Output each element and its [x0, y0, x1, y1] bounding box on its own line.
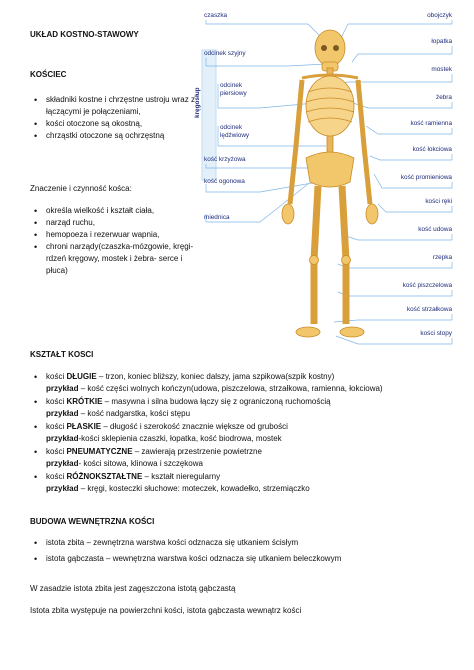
list-item [32, 446, 462, 470]
budowa-heading: BUDOWA WEWNĘTRZNA KOŚCI [30, 517, 155, 526]
bone-type-line [46, 371, 462, 383]
label-kosc-promieniowa: kość promieniowa [400, 174, 452, 181]
example-line [46, 383, 462, 395]
example-line [46, 458, 462, 470]
label-kosc-lokciowa: kość łokciowa [412, 146, 452, 153]
label-zebra: żebra [436, 94, 452, 101]
label-kosci-stopy: kości stopy [420, 330, 452, 337]
bone-type-name: DŁUGIE [66, 372, 97, 381]
example-label: przykład [46, 459, 79, 468]
bone-type-prefix: kości [46, 372, 67, 381]
label-obojczyk: obojczyk [427, 12, 452, 19]
list-item: • hemopoeza i rezerwuar wapnia, [32, 229, 202, 241]
ksztalt-section [32, 371, 462, 496]
label-odcinek-szyjny: odcinek szyjny [204, 50, 246, 57]
list-item [32, 396, 462, 420]
bone-type-prefix: kości [46, 422, 67, 431]
example-text: - kości sitowa, klinowa i szczękowa [78, 459, 203, 468]
bone-type-line [46, 421, 462, 433]
list-item: • narząd ruchu, [32, 217, 202, 229]
list-item: • chrząstki otoczone są ochrzęstną [32, 130, 202, 142]
skeleton-diagram [194, 6, 460, 348]
bone-type-description: – masywna i silna budowa łączy się z ograniczoną ruchomością [102, 397, 331, 406]
example-text: – kość części wolnych kończyn(udowa, piszczelowa, strzałkowa, ramienna, łokciowa) [78, 384, 383, 393]
bone-type-line [46, 396, 462, 408]
label-kosc-udowa: kość udowa [418, 226, 452, 233]
label-kregoslup: kręgosłup [194, 87, 201, 118]
example-text: – kręgi, kosteczki słuchowe: moteczek, kowadełko, strzemiączko [78, 484, 310, 493]
bone-type-prefix: kości [46, 447, 67, 456]
example-line [46, 408, 462, 420]
bone-type-name: PŁASKIE [66, 422, 102, 431]
example-label: przykład [46, 384, 79, 393]
label-lopatka: łopatka [431, 38, 452, 45]
page-title: UKŁAD KOSTNO-STAWOWY [30, 30, 139, 39]
znaczenie-list [32, 205, 202, 277]
bone-type-description: – zawierają przestrzenie powietrzne [132, 447, 262, 456]
list-item: • istota zbita – zewnętrzna warstwa kości odznacza się utkaniem ścisłym [32, 537, 462, 549]
bone-type-name: KRÓTKIE [66, 397, 103, 406]
znaczenie-heading: Znaczenie i czynność kośca: [30, 184, 132, 193]
label-odcinek-piersiowy: odcinek piersiowy [220, 82, 247, 97]
example-label: przykład [46, 434, 79, 443]
note-1: W zasadzie istota zbita jest zagęszczona istotą gąbczastą [30, 584, 236, 593]
koscie-list [32, 94, 202, 142]
label-odcinek-ledzwiowy: odcinek lędźwiowy [220, 124, 250, 139]
bone-type-line [46, 446, 462, 458]
ksztalt-list [32, 371, 462, 495]
label-kosc-ogonowa: kość ogonowa [204, 178, 245, 185]
bone-type-prefix: kości [46, 397, 67, 406]
label-kosc-piszczelowa: kość piszczelowa [402, 282, 452, 289]
list-item [32, 471, 462, 495]
example-label: przykład [46, 484, 79, 493]
list-item [32, 371, 462, 395]
label-kosc-strzalkowa: kość strzałkowa [406, 306, 452, 313]
label-kosci-reki: kości ręki [425, 198, 452, 205]
koscie-heading: KOŚCIEC [30, 70, 67, 79]
note-2: Istota zbita występuje na powierzchni kości, istota gąbczasta wewnątrz kości [30, 606, 302, 615]
label-miednica: miednica [204, 214, 230, 221]
label-czaszka: czaszka [204, 12, 228, 19]
bone-type-description: – trzon, koniec bliższy, koniec dalszy, jama szpikowa(szpik kostny) [96, 372, 335, 381]
budowa-list [32, 537, 462, 565]
list-item: • chroni narządy(czaszka-mózgowie, kręgi-rdzeń kręgowy, mostek i żebra- serce i płuca) [32, 241, 196, 277]
example-label: przykład [46, 409, 79, 418]
bone-type-prefix: kości [46, 472, 67, 481]
label-kosc-krzyzowa: kość krzyżowa [204, 156, 246, 163]
example-text: -kości sklepienia czaszki, łopatka, kość biodrowa, mostek [78, 434, 282, 443]
bone-type-line [46, 471, 462, 483]
list-item [32, 421, 462, 445]
label-rzepka: rzepka [432, 254, 452, 261]
bone-type-name: PNEUMATYCZNE [66, 447, 133, 456]
bone-type-description: – kształt nieregularny [142, 472, 221, 481]
bone-type-name: RÓŻNOKSZTAŁTNE [66, 472, 143, 481]
ksztalt-heading: KSZTAŁT KOSCI [30, 350, 94, 359]
list-item: • kości otoczone są okostną, [32, 118, 202, 130]
label-mostek: mostek [431, 66, 452, 73]
example-line [46, 483, 462, 495]
list-item: • składniki kostne i chrzęstne ustroju wraz z łączącymi je połączeniami, [32, 94, 202, 118]
example-line [46, 433, 462, 445]
bone-type-description: – długość i szerokość znacznie większe od grubości [101, 422, 288, 431]
example-text: – kość nadgarstka, kości stępu [78, 409, 191, 418]
list-item: • istota gąbczasta – wewnętrzna warstwa kości odznacza się utkaniem beleczkowym [32, 553, 462, 565]
label-kosc-ramienna: kość ramienna [410, 120, 452, 127]
list-item: • określa wielkość i kształt ciała, [32, 205, 202, 217]
